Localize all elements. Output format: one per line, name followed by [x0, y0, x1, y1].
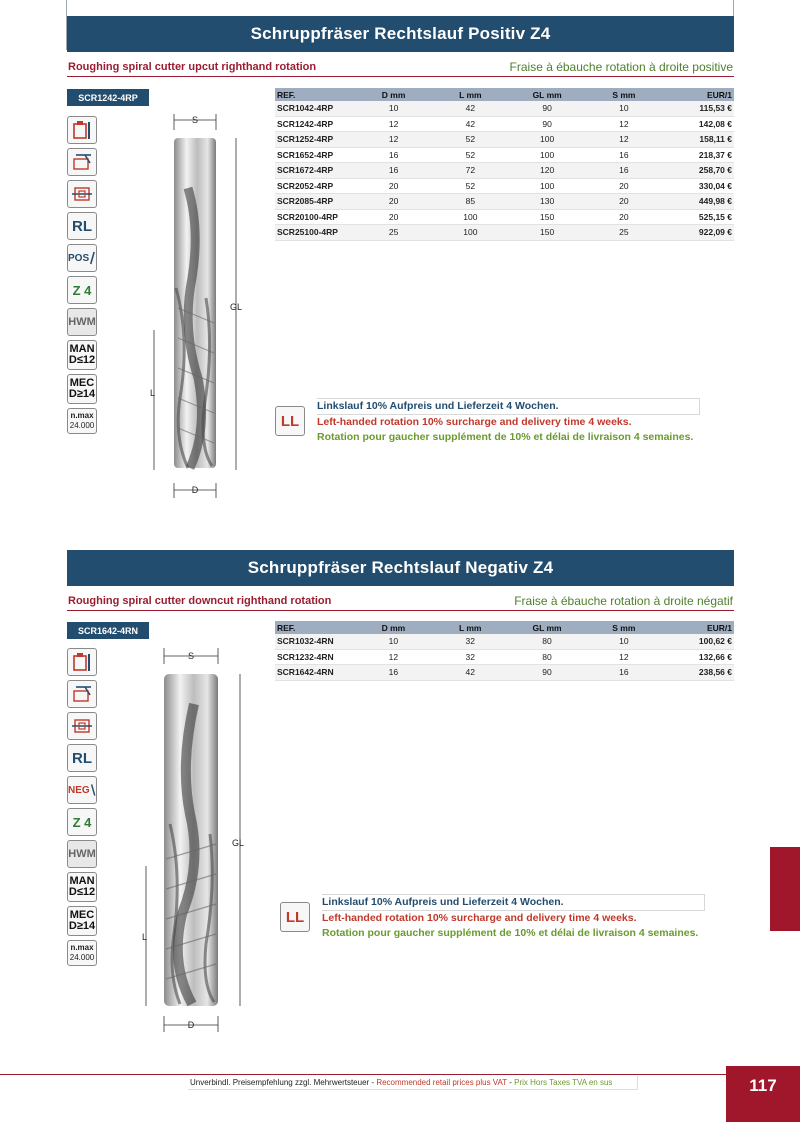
table-cell: 100,62 €	[662, 634, 734, 649]
rl-rotation-badge: RL	[67, 744, 97, 772]
footer-fr: Prix Hors Taxes TVA en sus	[514, 1078, 613, 1087]
badge-line: D≥14	[68, 388, 96, 400]
table-cell: 100	[463, 211, 478, 222]
mec-diameter-badge	[67, 906, 97, 936]
table-row	[275, 194, 734, 210]
dim-s-label: S	[191, 115, 199, 125]
table-cell: 16	[388, 149, 399, 160]
pos-spiral-badge	[67, 244, 97, 272]
table-cell: 16	[586, 163, 663, 179]
table-cell: SCR1672-4RP	[275, 163, 355, 179]
table-cell: 132,66 €	[698, 651, 732, 662]
table-cell: 42	[432, 101, 509, 116]
column-header: D mm	[355, 621, 432, 634]
footer-price-note	[190, 1078, 612, 1087]
table-cell: 525,15 €	[698, 211, 732, 222]
table-cell: 100	[509, 132, 586, 148]
column-header: REF.	[275, 88, 355, 101]
table-cell: 20	[619, 211, 629, 222]
column-header: REF.	[275, 621, 355, 634]
max-rpm-badge	[67, 408, 97, 434]
table-cell: 52	[465, 149, 476, 160]
table-cell: 12	[388, 651, 399, 662]
router-table-icon	[67, 180, 97, 208]
left-hand-note-negative	[322, 894, 705, 941]
table-row	[275, 116, 734, 132]
badge-line: MAN	[69, 875, 95, 887]
table-cell: 238,56 €	[662, 665, 734, 681]
drill-clamp-icon	[67, 648, 97, 676]
table-cell: 150	[509, 225, 586, 241]
table-cell: 85	[432, 194, 509, 210]
column-header: L mm	[432, 621, 509, 634]
dim-s-label: S	[187, 651, 195, 661]
table-cell: SCR2052-4RP	[277, 180, 334, 191]
table-cell: 12	[619, 118, 629, 129]
man-diameter-badge	[67, 340, 97, 370]
ll-left-hand-badge: LL	[280, 902, 310, 932]
table-cell: SCR25100-4RP	[275, 225, 355, 241]
table-cell: 80	[542, 651, 552, 662]
footer-de: Unverbindl. Preisempfehlung zzgl. Mehrwertsteuer	[190, 1078, 370, 1087]
badge-line: n.max	[70, 943, 94, 952]
note-en: Left-handed rotation 10% surcharge and delivery time 4 weeks.	[322, 912, 637, 924]
table-cell: 32	[465, 651, 475, 662]
table-cell: 90	[542, 118, 552, 129]
dim-d-label: D	[187, 1020, 195, 1030]
table-cell: 32	[432, 634, 509, 649]
dim-gl-label: GL	[232, 838, 245, 848]
column-header: L mm	[432, 88, 509, 101]
table-cell: 330,04 €	[698, 180, 732, 191]
table-cell: SCR1642-4RN	[275, 665, 355, 681]
table-cell: 16	[585, 665, 662, 681]
table-cell: 449,98 €	[662, 194, 734, 210]
note-en: Left-handed rotation 10% surcharge and delivery time 4 weeks.	[317, 416, 632, 428]
table-header	[275, 621, 734, 634]
cnc-machine-icon	[67, 148, 97, 176]
badge-line: 24.000	[69, 953, 95, 962]
cutter-drawing-negative	[132, 644, 252, 1034]
hwm-material-badge: HWM	[67, 308, 97, 336]
neg-label: NEG	[68, 784, 90, 796]
subtitle-en-positive: Roughing spiral cutter upcut righthand rotation	[68, 61, 317, 73]
footer-divider	[0, 1074, 726, 1075]
subtitle-fr-positive: Fraise à ébauche rotation à droite positive	[509, 60, 733, 74]
table-cell: 90	[509, 665, 586, 681]
table-cell: SCR1652-4RP	[277, 149, 334, 160]
badge-line: D≤12	[68, 886, 96, 898]
table-cell: 150	[540, 211, 555, 222]
column-header: S mm	[585, 621, 662, 634]
subtitle-divider	[67, 76, 734, 77]
table-cell: 258,70 €	[662, 163, 734, 179]
table-cell: 20	[586, 194, 663, 210]
column-header: GL mm	[509, 88, 586, 101]
table-cell: SCR1032-4RN	[275, 634, 355, 649]
drill-clamp-icon	[67, 116, 97, 144]
badge-line: D≥14	[68, 920, 96, 932]
product-code-badge: SCR1242-4RP	[67, 89, 149, 106]
table-row	[275, 132, 734, 148]
footer-en: Recommended retail prices plus VAT	[376, 1078, 508, 1087]
table-cell: 25	[355, 225, 432, 241]
table-cell: 10	[585, 634, 662, 649]
product-code-badge: SCR1642-4RN	[67, 622, 149, 639]
column-header: EUR/1	[662, 88, 734, 101]
table-cell: 10	[586, 101, 663, 116]
table-row	[275, 178, 734, 194]
table-cell: 52	[465, 180, 476, 191]
badge-line: 24.000	[69, 421, 95, 430]
pos-label: POS	[68, 252, 90, 264]
table-cell: 16	[355, 163, 432, 179]
note-de: Linkslauf 10% Aufpreis und Lieferzeit 4 Wochen.	[317, 398, 700, 415]
table-cell: 100	[432, 225, 509, 241]
table-body	[275, 101, 734, 240]
feature-icons-positive	[67, 116, 101, 438]
neg-spiral-badge	[67, 776, 97, 804]
table-row	[275, 147, 734, 163]
note-fr: Rotation pour gaucher supplément de 10% et délai de livraison 4 semaines.	[317, 431, 694, 443]
table-cell: 12	[586, 132, 663, 148]
column-header: EUR/1	[662, 621, 734, 634]
table-cell: 20	[388, 180, 399, 191]
table-cell: 42	[432, 665, 509, 681]
note-fr: Rotation pour gaucher supplément de 10% et délai de livraison 4 semaines.	[322, 927, 699, 939]
table-row	[275, 101, 734, 116]
table-cell: 218,37 €	[698, 149, 732, 160]
section-title-negative: Schruppfräser Rechtslauf Negativ Z4	[67, 550, 734, 586]
subtitle-en-negative: Roughing spiral cutter downcut righthand rotation	[68, 595, 332, 607]
column-header: GL mm	[509, 621, 586, 634]
dim-l-label: L	[142, 932, 148, 942]
man-diameter-badge	[67, 872, 97, 902]
table-cell: 100	[540, 180, 555, 191]
table-row	[275, 225, 734, 241]
cutter-drawing-positive	[140, 108, 250, 498]
table-cell: 20	[355, 194, 432, 210]
feature-icons-negative	[67, 648, 101, 970]
table-cell: 80	[509, 634, 586, 649]
dim-d-label: D	[191, 485, 199, 495]
subtitle-fr-negative: Fraise à ébauche rotation à droite négatif	[514, 594, 733, 608]
table-cell: 158,11 €	[662, 132, 734, 148]
price-table-positive	[275, 88, 734, 241]
table-body	[275, 634, 734, 680]
z4-teeth-badge: Z 4	[67, 276, 97, 304]
table-cell: 16	[355, 665, 432, 681]
table-cell: 922,09 €	[662, 225, 734, 241]
table-cell: 16	[619, 149, 629, 160]
cnc-machine-icon	[67, 680, 97, 708]
subtitle-divider	[67, 610, 734, 611]
table-cell: SCR1232-4RN	[277, 651, 334, 662]
hwm-material-badge: HWM	[67, 840, 97, 868]
footer-sep: -	[507, 1078, 515, 1087]
table-cell: 115,53 €	[662, 101, 734, 116]
price-table-negative	[275, 621, 734, 681]
z4-teeth-badge: Z 4	[67, 808, 97, 836]
table-row	[275, 665, 734, 681]
badge-line: n.max	[70, 411, 94, 420]
table-cell: 10	[355, 101, 432, 116]
table-row	[275, 649, 734, 665]
table-cell: 20	[619, 180, 629, 191]
rl-rotation-badge: RL	[67, 212, 97, 240]
page-number: 117	[726, 1066, 800, 1122]
dim-l-label: L	[150, 388, 156, 398]
badge-line: MEC	[69, 909, 95, 921]
left-hand-note-positive	[317, 398, 700, 445]
table-cell: SCR2085-4RP	[275, 194, 355, 210]
dim-gl-label: GL	[230, 302, 243, 312]
table-cell: SCR20100-4RP	[277, 211, 338, 222]
table-cell: 12	[355, 132, 432, 148]
table-cell: 142,08 €	[698, 118, 732, 129]
table-cell: 90	[509, 101, 586, 116]
table-cell: 12	[388, 118, 399, 129]
table-cell: 25	[586, 225, 663, 241]
table-row	[275, 209, 734, 225]
chapter-tab-marker	[770, 847, 800, 931]
badge-line: D≤12	[68, 354, 96, 366]
table-row	[275, 634, 734, 649]
table-cell: 100	[540, 149, 555, 160]
badge-line: MEC	[69, 377, 95, 389]
router-table-icon	[67, 712, 97, 740]
table-cell: SCR1042-4RP	[275, 101, 355, 116]
mec-diameter-badge	[67, 374, 97, 404]
footer-sep: -	[369, 1078, 377, 1087]
table-cell: SCR1252-4RP	[275, 132, 355, 148]
table-cell: 130	[509, 194, 586, 210]
table-cell: 42	[465, 118, 476, 129]
table-cell: SCR1242-4RP	[277, 118, 334, 129]
table-cell: 10	[355, 634, 432, 649]
section-title-positive: Schruppfräser Rechtslauf Positiv Z4	[67, 16, 734, 52]
column-header: S mm	[586, 88, 663, 101]
table-cell: 20	[388, 211, 399, 222]
table-row	[275, 163, 734, 179]
note-de: Linkslauf 10% Aufpreis und Lieferzeit 4 Wochen.	[322, 894, 705, 911]
badge-line: MAN	[69, 343, 95, 355]
ll-left-hand-badge: LL	[275, 406, 305, 436]
table-cell: 12	[619, 651, 629, 662]
table-cell: 52	[432, 132, 509, 148]
table-cell: 120	[509, 163, 586, 179]
max-rpm-badge	[67, 940, 97, 966]
table-header	[275, 88, 734, 101]
column-header: D mm	[355, 88, 432, 101]
table-cell: 72	[432, 163, 509, 179]
